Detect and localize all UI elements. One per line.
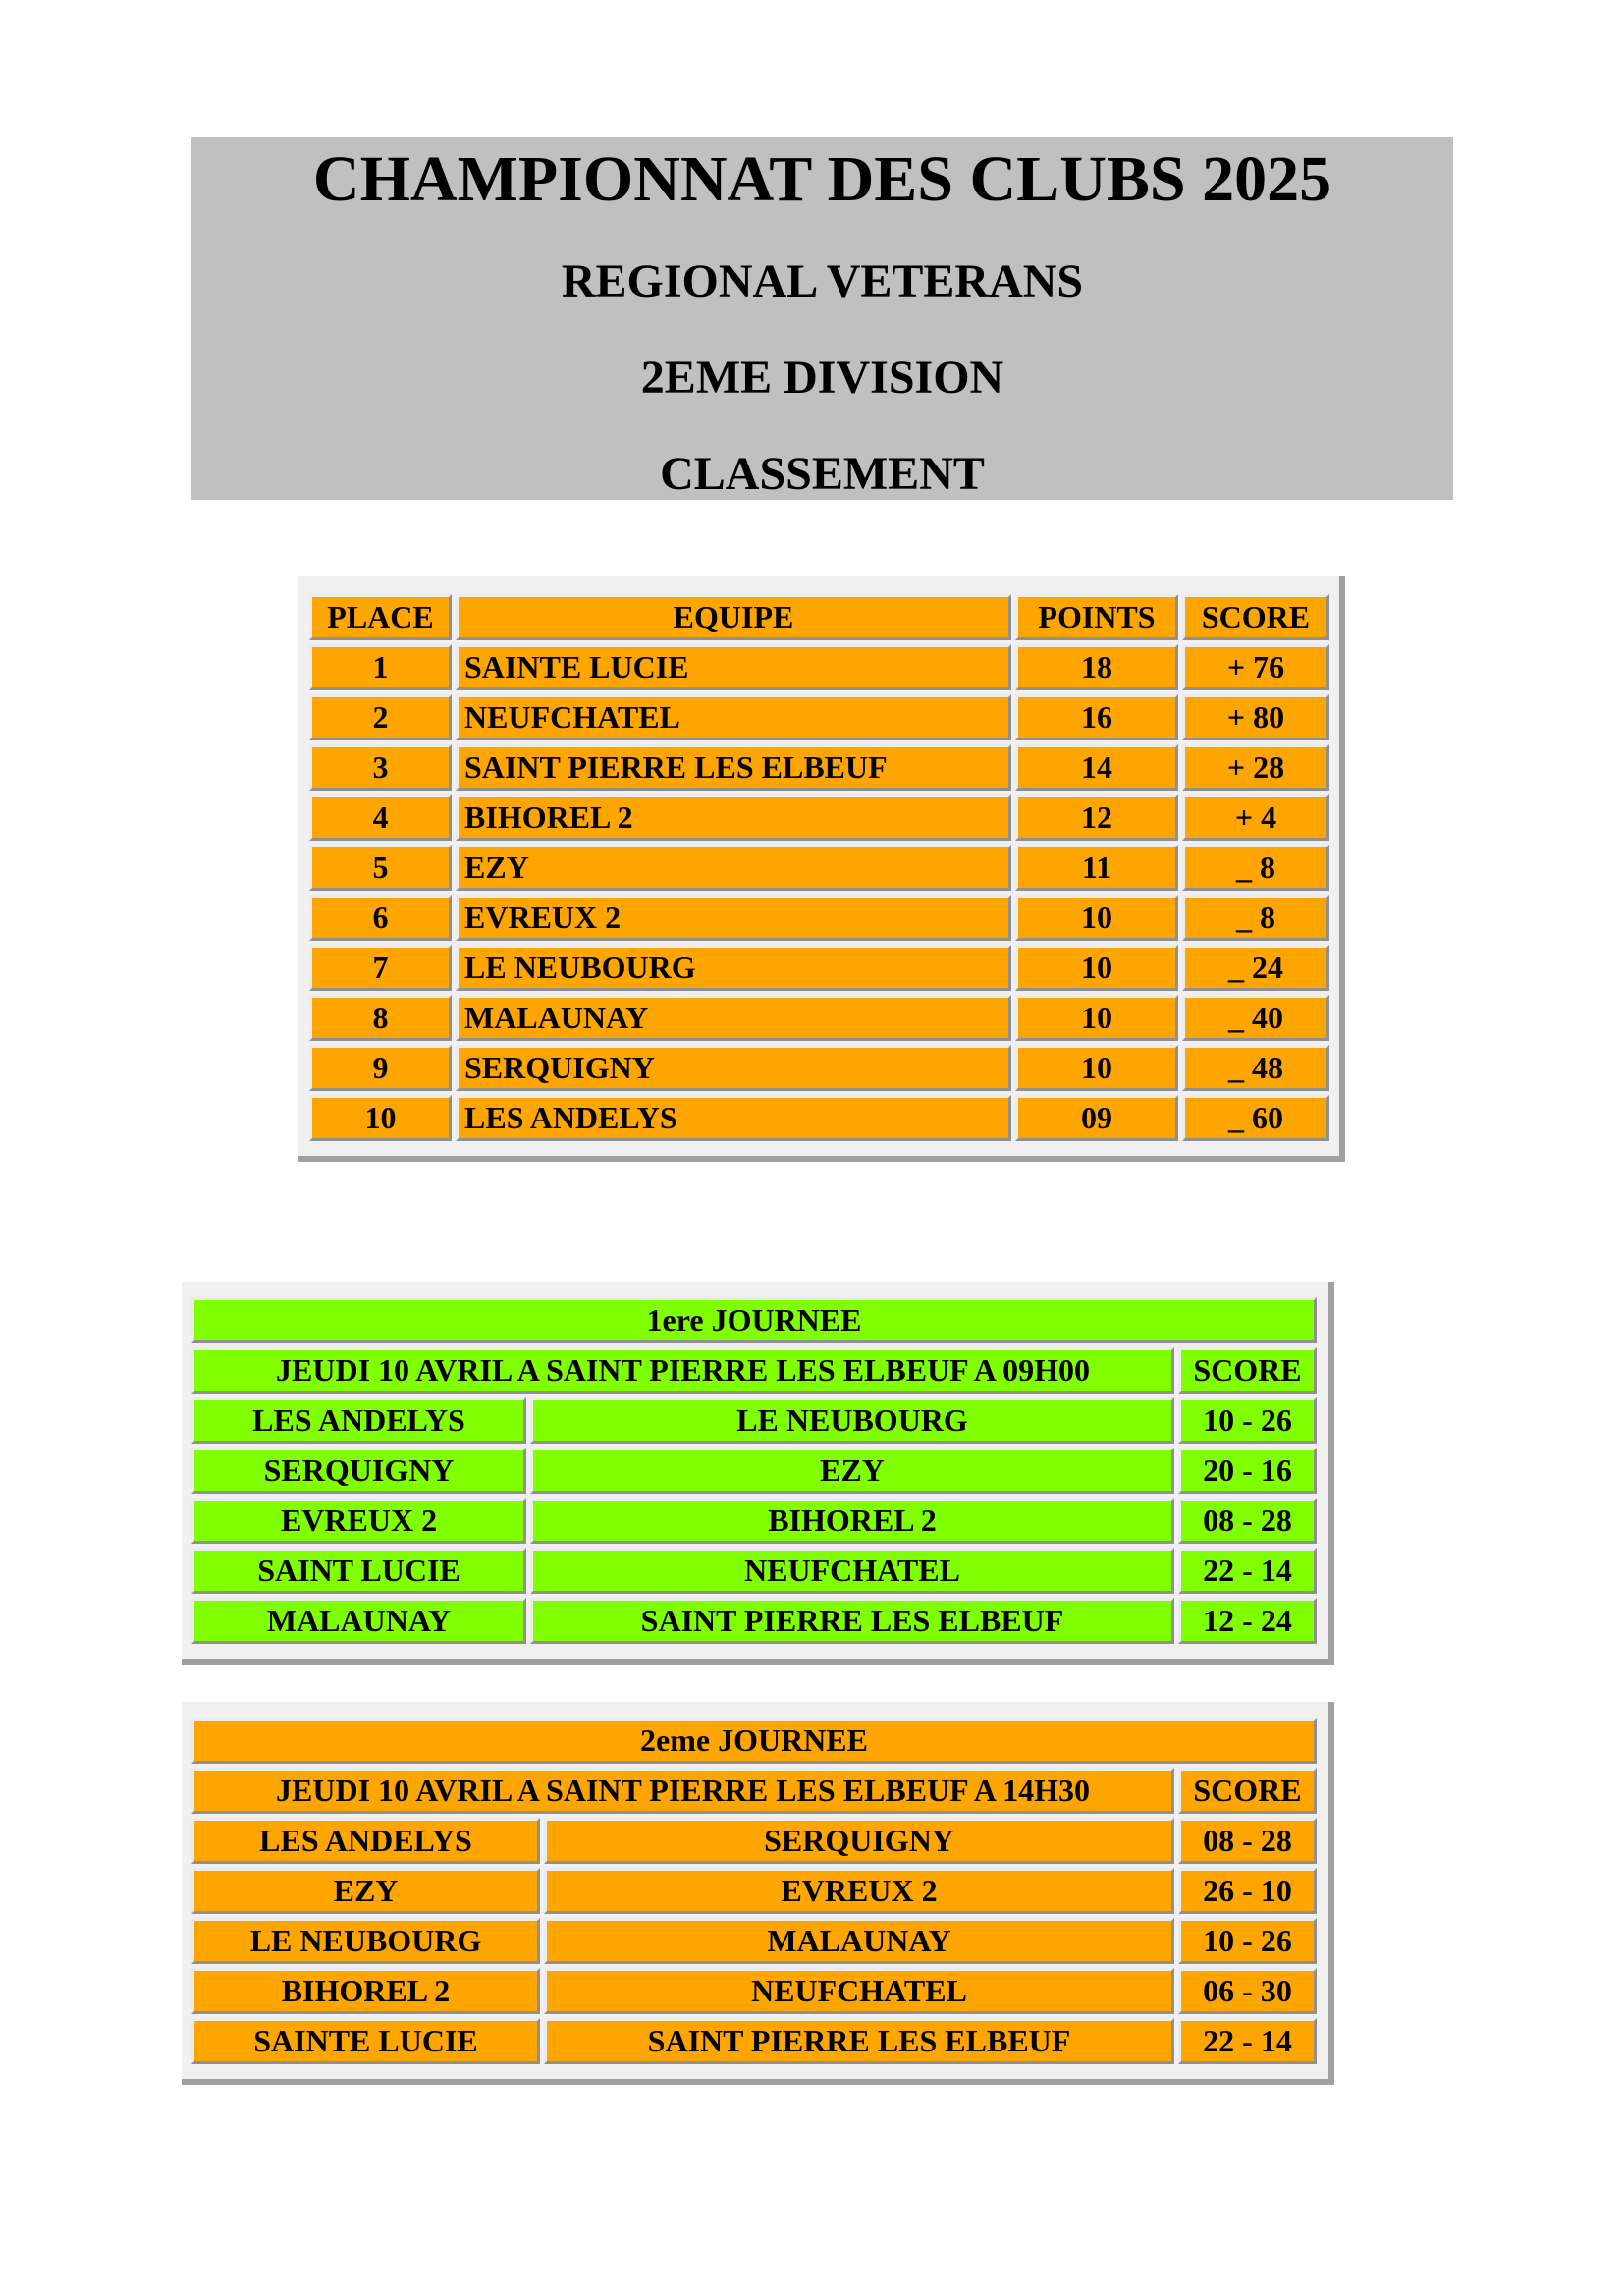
day2-date-venue: JEUDI 10 AVRIL A SAINT PIERRE LES ELBEUF A 14H30 bbox=[191, 1768, 1174, 1814]
team-cell: SAINT PIERRE LES ELBEUF bbox=[456, 744, 1011, 791]
home-team-cell: BIHOREL 2 bbox=[191, 1968, 540, 2014]
place-cell: 3 bbox=[309, 744, 452, 791]
score-cell: _ 40 bbox=[1182, 995, 1329, 1041]
home-team-cell: LES ANDELYS bbox=[191, 1397, 526, 1444]
points-cell: 18 bbox=[1015, 644, 1178, 690]
column-header-team: EQUIPE bbox=[456, 594, 1011, 640]
score-cell: _ 48 bbox=[1182, 1045, 1329, 1091]
day1-date-venue: JEUDI 10 AVRIL A SAINT PIERRE LES ELBEUF A 09H00 bbox=[191, 1347, 1174, 1394]
day2-table bbox=[188, 1714, 1321, 2068]
points-cell: 10 bbox=[1015, 1045, 1178, 1091]
match-score-cell: 20 - 16 bbox=[1178, 1448, 1317, 1494]
place-cell: 2 bbox=[309, 694, 452, 740]
division-title: 2EME DIVISION bbox=[640, 352, 1004, 404]
place-cell: 10 bbox=[309, 1095, 452, 1141]
place-cell: 8 bbox=[309, 995, 452, 1041]
day2-panel bbox=[182, 1702, 1334, 2085]
table-row bbox=[191, 1968, 1317, 2014]
home-team-cell: SAINTE LUCIE bbox=[191, 2018, 540, 2064]
place-cell: 5 bbox=[309, 845, 452, 891]
score-cell: _ 60 bbox=[1182, 1095, 1329, 1141]
page-title: CHAMPIONNAT DES CLUBS 2025 bbox=[312, 143, 1332, 215]
team-cell: NEUFCHATEL bbox=[456, 694, 1011, 740]
points-cell: 16 bbox=[1015, 694, 1178, 740]
team-cell: BIHOREL 2 bbox=[456, 794, 1011, 841]
table-row bbox=[191, 1498, 1317, 1544]
match-score-cell: 08 - 28 bbox=[1178, 1498, 1317, 1544]
home-team-cell: MALAUNAY bbox=[191, 1598, 526, 1644]
day1-title: 1ere JOURNEE bbox=[191, 1297, 1317, 1343]
table-row bbox=[191, 2018, 1317, 2064]
score-cell: + 76 bbox=[1182, 644, 1329, 690]
place-cell: 7 bbox=[309, 945, 452, 991]
day1-info-row bbox=[191, 1347, 1317, 1394]
team-cell: LE NEUBOURG bbox=[456, 945, 1011, 991]
match-score-cell: 22 - 14 bbox=[1178, 2018, 1317, 2064]
away-team-cell: NEUFCHATEL bbox=[544, 1968, 1174, 2014]
match-score-cell: 08 - 28 bbox=[1178, 1818, 1317, 1864]
standings-table bbox=[305, 590, 1333, 1145]
home-team-cell: SERQUIGNY bbox=[191, 1448, 526, 1494]
section-title: CLASSEMENT bbox=[660, 448, 985, 500]
points-cell: 10 bbox=[1015, 945, 1178, 991]
table-row bbox=[191, 1818, 1317, 1864]
away-team-cell: LE NEUBOURG bbox=[530, 1397, 1174, 1444]
day2-info-row bbox=[191, 1768, 1317, 1814]
home-team-cell: SAINT LUCIE bbox=[191, 1548, 526, 1594]
away-team-cell: NEUFCHATEL bbox=[530, 1548, 1174, 1594]
table-row bbox=[309, 694, 1329, 740]
away-team-cell: EZY bbox=[530, 1448, 1174, 1494]
match-score-cell: 26 - 10 bbox=[1178, 1868, 1317, 1914]
column-header-score: SCORE bbox=[1182, 594, 1329, 640]
team-cell: SAINTE LUCIE bbox=[456, 644, 1011, 690]
home-team-cell: EVREUX 2 bbox=[191, 1498, 526, 1544]
score-cell: + 4 bbox=[1182, 794, 1329, 841]
away-team-cell: SAINT PIERRE LES ELBEUF bbox=[530, 1598, 1174, 1644]
standings-header-row bbox=[309, 594, 1329, 640]
category-title: REGIONAL VETERANS bbox=[561, 255, 1084, 307]
day1-table bbox=[188, 1293, 1321, 1648]
points-cell: 10 bbox=[1015, 895, 1178, 941]
score-cell: + 28 bbox=[1182, 744, 1329, 791]
score-cell: _ 24 bbox=[1182, 945, 1329, 991]
match-score-cell: 12 - 24 bbox=[1178, 1598, 1317, 1644]
table-row bbox=[191, 1448, 1317, 1494]
table-row bbox=[309, 744, 1329, 791]
away-team-cell: SAINT PIERRE LES ELBEUF bbox=[544, 2018, 1174, 2064]
table-row bbox=[309, 895, 1329, 941]
home-team-cell: LES ANDELYS bbox=[191, 1818, 540, 1864]
place-cell: 4 bbox=[309, 794, 452, 841]
standings-panel bbox=[298, 576, 1345, 1162]
table-row bbox=[191, 1548, 1317, 1594]
table-row bbox=[309, 995, 1329, 1041]
table-row bbox=[309, 845, 1329, 891]
place-cell: 9 bbox=[309, 1045, 452, 1091]
away-team-cell: EVREUX 2 bbox=[544, 1868, 1174, 1914]
away-team-cell: SERQUIGNY bbox=[544, 1818, 1174, 1864]
table-row bbox=[191, 1868, 1317, 1914]
match-score-cell: 22 - 14 bbox=[1178, 1548, 1317, 1594]
table-row bbox=[309, 794, 1329, 841]
table-row bbox=[191, 1598, 1317, 1644]
table-row bbox=[309, 945, 1329, 991]
table-row bbox=[309, 1045, 1329, 1091]
team-cell: EZY bbox=[456, 845, 1011, 891]
score-cell: + 80 bbox=[1182, 694, 1329, 740]
table-row bbox=[191, 1397, 1317, 1444]
points-cell: 14 bbox=[1015, 744, 1178, 791]
score-cell: _ 8 bbox=[1182, 895, 1329, 941]
match-score-cell: 06 - 30 bbox=[1178, 1968, 1317, 2014]
home-team-cell: EZY bbox=[191, 1868, 540, 1914]
team-cell: EVREUX 2 bbox=[456, 895, 1011, 941]
score-cell: _ 8 bbox=[1182, 845, 1329, 891]
table-row bbox=[309, 644, 1329, 690]
column-header-points: POINTS bbox=[1015, 594, 1178, 640]
column-header-place: PLACE bbox=[309, 594, 452, 640]
team-cell: LES ANDELYS bbox=[456, 1095, 1011, 1141]
points-cell: 09 bbox=[1015, 1095, 1178, 1141]
day2-score-header: SCORE bbox=[1178, 1768, 1317, 1814]
away-team-cell: MALAUNAY bbox=[544, 1918, 1174, 1964]
team-cell: MALAUNAY bbox=[456, 995, 1011, 1041]
home-team-cell: LE NEUBOURG bbox=[191, 1918, 540, 1964]
day1-panel bbox=[182, 1282, 1334, 1665]
points-cell: 10 bbox=[1015, 995, 1178, 1041]
title-banner bbox=[191, 137, 1453, 500]
match-score-cell: 10 - 26 bbox=[1178, 1397, 1317, 1444]
points-cell: 12 bbox=[1015, 794, 1178, 841]
day1-score-header: SCORE bbox=[1178, 1347, 1317, 1394]
place-cell: 1 bbox=[309, 644, 452, 690]
day1-title-row bbox=[191, 1297, 1317, 1343]
table-row bbox=[309, 1095, 1329, 1141]
team-cell: SERQUIGNY bbox=[456, 1045, 1011, 1091]
points-cell: 11 bbox=[1015, 845, 1178, 891]
place-cell: 6 bbox=[309, 895, 452, 941]
match-score-cell: 10 - 26 bbox=[1178, 1918, 1317, 1964]
day2-title: 2eme JOURNEE bbox=[191, 1718, 1317, 1764]
day2-title-row bbox=[191, 1718, 1317, 1764]
away-team-cell: BIHOREL 2 bbox=[530, 1498, 1174, 1544]
table-row bbox=[191, 1918, 1317, 1964]
